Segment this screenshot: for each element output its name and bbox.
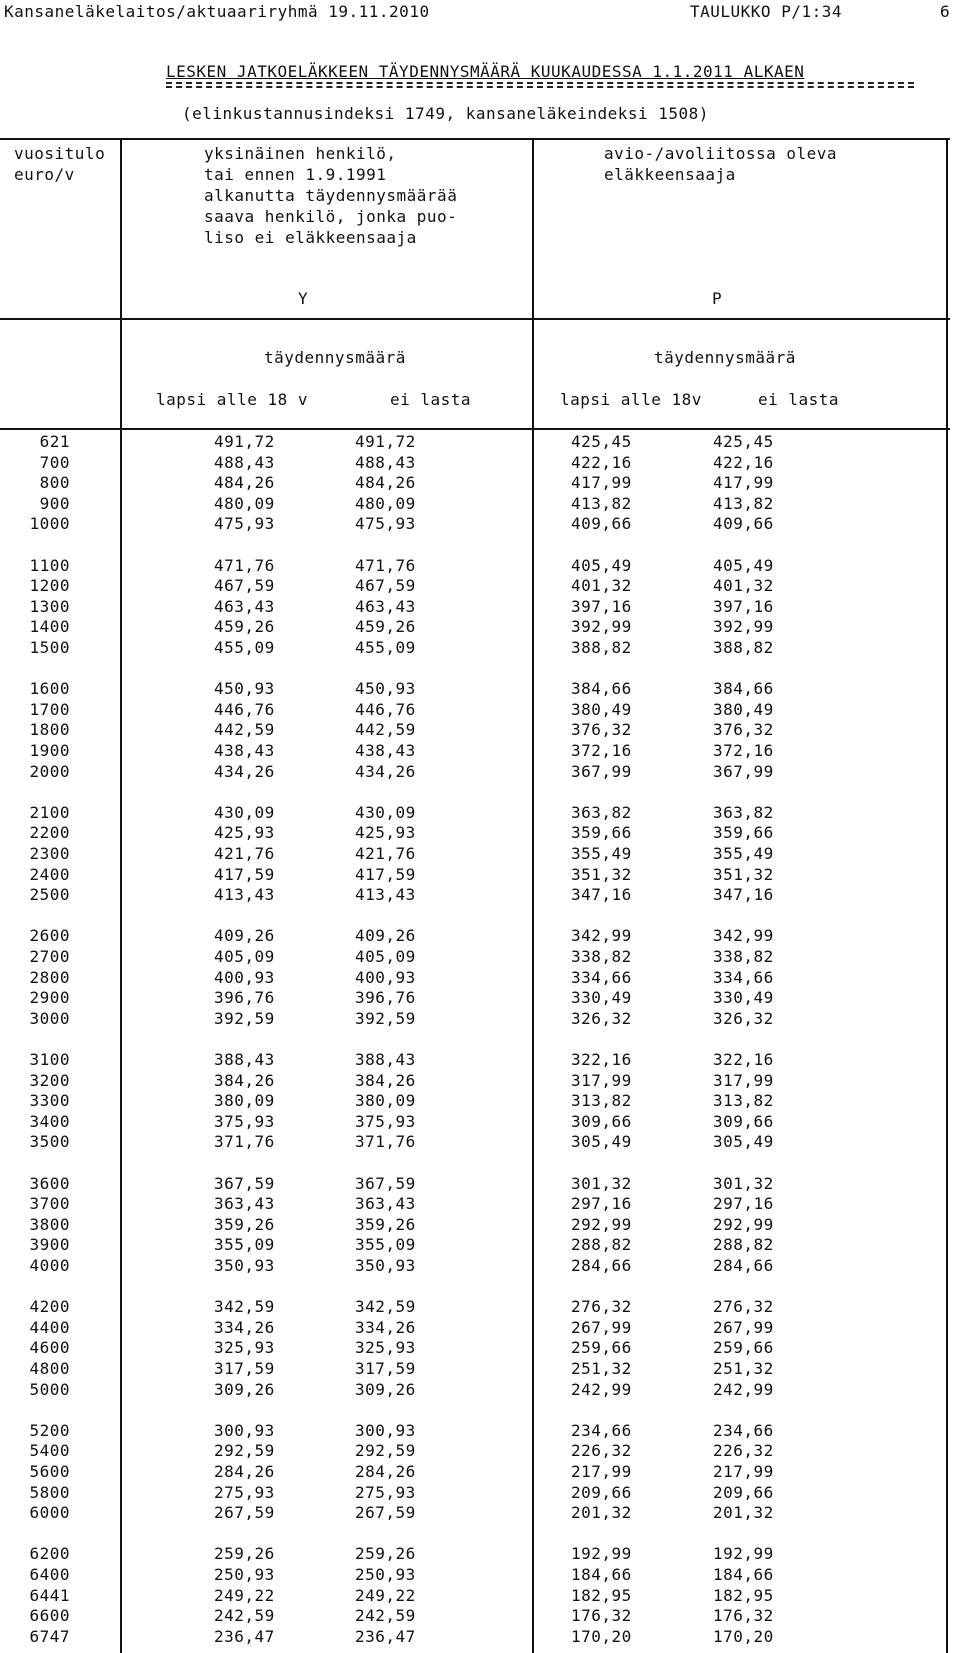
married-child-cell: 409,66 — [571, 514, 632, 534]
married-nochild-cell: 359,66 — [713, 823, 774, 843]
single-child-cell: 409,26 — [214, 926, 275, 946]
married-nochild-cell: 284,66 — [713, 1256, 774, 1275]
married-nochild-cell: 313,82 — [713, 1091, 774, 1111]
single-child-cell: 434,26 — [214, 761, 275, 781]
single-child-cell: 396,76 — [214, 988, 275, 1008]
married-header-line: eläkkeensaaja — [604, 165, 736, 184]
single-child-cell: 475,93 — [214, 514, 275, 534]
single-child-cell: 459,26 — [214, 617, 275, 637]
single-nochild-cell: 413,43 — [355, 885, 416, 905]
single-nochild-cell: 488,43 — [355, 452, 416, 472]
income-cell: 2300 — [29, 844, 70, 863]
married-nochild-cell: 326,32 — [713, 1008, 774, 1028]
single-child-cell: 442,59 — [214, 720, 275, 740]
married-child-cell: 355,49 — [571, 844, 632, 863]
married-code: P — [712, 289, 723, 308]
married-child-cell: 388,82 — [571, 638, 632, 657]
income-cell: 3600 — [29, 1173, 70, 1193]
married-child-cell: 226,32 — [571, 1441, 632, 1461]
married-nochild-cell: 184,66 — [713, 1565, 774, 1584]
single-nochild-cell: 484,26 — [355, 473, 416, 493]
single-child-cell: 267,59 — [214, 1503, 275, 1523]
married-child-cell: 284,66 — [571, 1256, 632, 1275]
married-child-cell: 417,99 — [571, 473, 632, 493]
single-nochild-cell: 417,59 — [355, 864, 416, 884]
table-top-rule — [0, 138, 950, 140]
income-cell: 5800 — [29, 1482, 70, 1502]
income-cell: 6400 — [29, 1565, 70, 1584]
single-nochild-cell: 267,59 — [355, 1503, 416, 1523]
income-cell: 4400 — [29, 1317, 70, 1337]
single-child-cell: 350,93 — [214, 1256, 275, 1275]
married-nochild-cell: 367,99 — [713, 761, 774, 781]
married-nochild-cell: 234,66 — [713, 1420, 774, 1440]
single-header-line: saava henkilö, jonka puo- — [204, 207, 458, 226]
single-child-cell: 463,43 — [214, 596, 275, 616]
income-cell: 3300 — [29, 1091, 70, 1111]
single-child-header: lapsi alle 18 v — [156, 390, 308, 409]
column-divider-3 — [946, 138, 948, 1653]
single-child-cell: 309,26 — [214, 1379, 275, 1399]
income-cell: 6200 — [29, 1544, 70, 1564]
single-child-cell: 430,09 — [214, 802, 275, 822]
single-nochild-cell: 463,43 — [355, 596, 416, 616]
married-child-cell: 397,16 — [571, 596, 632, 616]
single-child-cell: 359,26 — [214, 1214, 275, 1234]
married-child-cell: 372,16 — [571, 741, 632, 760]
single-child-cell: 413,43 — [214, 885, 275, 905]
married-nochild-cell: 388,82 — [713, 638, 774, 657]
income-cell: 3200 — [29, 1070, 70, 1090]
single-child-cell: 455,09 — [214, 638, 275, 657]
single-child-cell: 484,26 — [214, 473, 275, 493]
married-child-cell: 363,82 — [571, 802, 632, 822]
single-child-cell: 250,93 — [214, 1565, 275, 1584]
married-nochild-cell: 305,49 — [713, 1132, 774, 1152]
single-child-cell: 363,43 — [214, 1194, 275, 1214]
single-child-cell: 488,43 — [214, 452, 275, 472]
married-nochild-cell: 297,16 — [713, 1194, 774, 1214]
married-nochild-cell: 182,95 — [713, 1585, 774, 1605]
column-divider-2 — [532, 138, 534, 1653]
single-nochild-header: ei lasta — [390, 390, 472, 409]
income-cell: 1800 — [29, 720, 70, 740]
married-child-cell: 305,49 — [571, 1132, 632, 1152]
single-child-cell: 471,76 — [214, 555, 275, 575]
single-child-cell: 300,93 — [214, 1420, 275, 1440]
married-child-cell: 201,32 — [571, 1503, 632, 1523]
single-nochild-cell: 236,47 — [355, 1626, 416, 1646]
single-nochild-cell: 434,26 — [355, 761, 416, 781]
married-child-header: lapsi alle 18v — [560, 390, 702, 409]
married-child-cell: 338,82 — [571, 947, 632, 966]
married-child-cell: 376,32 — [571, 720, 632, 740]
single-nochild-cell: 317,59 — [355, 1359, 416, 1378]
married-child-cell: 322,16 — [571, 1050, 632, 1069]
married-child-cell: 192,99 — [571, 1544, 632, 1564]
married-nochild-cell: 201,32 — [713, 1503, 774, 1523]
income-cell: 3500 — [29, 1132, 70, 1152]
single-child-cell: 491,72 — [214, 432, 275, 451]
married-child-cell: 392,99 — [571, 617, 632, 637]
single-nochild-cell: 300,93 — [355, 1420, 416, 1440]
income-cell: 900 — [39, 493, 70, 513]
single-child-cell: 392,59 — [214, 1008, 275, 1028]
single-nochild-cell: 342,59 — [355, 1297, 416, 1317]
married-child-cell: 176,32 — [571, 1606, 632, 1626]
single-child-cell: 259,26 — [214, 1544, 275, 1564]
page-title: LESKEN JATKOELÄKKEEN TÄYDENNYSMÄÄRÄ KUUKAUDESSA 1.1.2011 ALKAEN — [166, 62, 805, 81]
single-nochild-cell: 249,22 — [355, 1585, 416, 1605]
married-child-cell: 317,99 — [571, 1070, 632, 1090]
single-nochild-cell: 355,09 — [355, 1235, 416, 1255]
single-nochild-cell: 292,59 — [355, 1441, 416, 1461]
single-nochild-cell: 388,43 — [355, 1050, 416, 1069]
income-cell: 4800 — [29, 1359, 70, 1378]
married-child-cell: 384,66 — [571, 679, 632, 699]
single-nochild-cell: 392,59 — [355, 1008, 416, 1028]
married-nochild-cell: 217,99 — [713, 1462, 774, 1481]
married-nochild-cell: 338,82 — [713, 947, 774, 966]
single-nochild-cell: 446,76 — [355, 699, 416, 719]
income-cell: 1400 — [29, 617, 70, 637]
married-nochild-cell: 342,99 — [713, 926, 774, 946]
income-cell: 1100 — [29, 555, 70, 575]
married-nochild-cell: 397,16 — [713, 596, 774, 616]
married-child-cell: 367,99 — [571, 761, 632, 781]
income-cell: 2700 — [29, 947, 70, 966]
single-nochild-cell: 425,93 — [355, 823, 416, 843]
single-child-cell: 371,76 — [214, 1132, 275, 1152]
married-child-cell: 184,66 — [571, 1565, 632, 1584]
single-child-cell: 425,93 — [214, 823, 275, 843]
married-nochild-cell: 347,16 — [713, 885, 774, 905]
married-nochild-cell: 192,99 — [713, 1544, 774, 1564]
income-cell: 6441 — [29, 1585, 70, 1605]
title-underline — [166, 82, 914, 84]
income-cell: 3400 — [29, 1111, 70, 1131]
single-child-cell: 325,93 — [214, 1338, 275, 1358]
married-nochild-cell: 226,32 — [713, 1441, 774, 1461]
single-header-line: tai ennen 1.9.1991 — [204, 165, 387, 184]
married-nochild-cell: 384,66 — [713, 679, 774, 699]
income-cell: 5000 — [29, 1379, 70, 1399]
married-child-cell: 347,16 — [571, 885, 632, 905]
single-child-cell: 405,09 — [214, 947, 275, 966]
income-header-line1: vuositulo — [14, 144, 106, 163]
married-nochild-cell: 422,16 — [713, 452, 774, 472]
single-child-cell: 467,59 — [214, 576, 275, 596]
married-child-cell: 330,49 — [571, 988, 632, 1008]
married-nochild-cell: 170,20 — [713, 1626, 774, 1646]
single-nochild-cell: 259,26 — [355, 1544, 416, 1564]
married-child-cell: 326,32 — [571, 1008, 632, 1028]
married-nochild-cell: 176,32 — [713, 1606, 774, 1626]
single-nochild-cell: 242,59 — [355, 1606, 416, 1626]
single-nochild-cell: 380,09 — [355, 1091, 416, 1111]
single-child-cell: 292,59 — [214, 1441, 275, 1461]
married-child-cell: 234,66 — [571, 1420, 632, 1440]
single-child-cell: 417,59 — [214, 864, 275, 884]
income-cell: 700 — [39, 452, 70, 472]
income-cell: 621 — [39, 432, 70, 451]
single-header-line: yksinäinen henkilö, — [204, 144, 397, 163]
income-cell: 5200 — [29, 1420, 70, 1440]
married-nochild-cell: 242,99 — [713, 1379, 774, 1399]
single-child-cell: 480,09 — [214, 493, 275, 513]
single-child-cell: 446,76 — [214, 699, 275, 719]
income-cell: 1700 — [29, 699, 70, 719]
married-child-cell: 425,45 — [571, 432, 632, 451]
married-child-cell: 267,99 — [571, 1317, 632, 1337]
married-nochild-cell: 355,49 — [713, 844, 774, 863]
income-cell: 2200 — [29, 823, 70, 843]
married-child-cell: 182,95 — [571, 1585, 632, 1605]
single-nochild-cell: 363,43 — [355, 1194, 416, 1214]
single-child-cell: 384,26 — [214, 1070, 275, 1090]
married-header-line: avio-/avoliitossa oleva — [604, 144, 838, 163]
single-nochild-cell: 491,72 — [355, 432, 416, 451]
single-nochild-cell: 421,76 — [355, 844, 416, 863]
single-nochild-cell: 250,93 — [355, 1565, 416, 1584]
income-cell: 3700 — [29, 1194, 70, 1214]
single-child-cell: 275,93 — [214, 1482, 275, 1502]
married-nochild-cell: 417,99 — [713, 473, 774, 493]
income-cell: 1500 — [29, 638, 70, 657]
single-code: Y — [298, 289, 309, 308]
married-child-cell: 359,66 — [571, 823, 632, 843]
married-nochild-cell: 322,16 — [713, 1050, 774, 1069]
married-nochild-cell: 209,66 — [713, 1482, 774, 1502]
single-nochild-cell: 480,09 — [355, 493, 416, 513]
income-cell: 2800 — [29, 967, 70, 987]
income-cell: 1600 — [29, 679, 70, 699]
married-child-cell: 297,16 — [571, 1194, 632, 1214]
income-cell: 6000 — [29, 1503, 70, 1523]
married-child-cell: 242,99 — [571, 1379, 632, 1399]
header-left: Kansaneläkelaitos/aktuaariryhmä 19.11.2010 — [4, 2, 430, 21]
income-cell: 2400 — [29, 864, 70, 884]
single-child-cell: 388,43 — [214, 1050, 275, 1069]
single-nochild-cell: 409,26 — [355, 926, 416, 946]
married-child-cell: 251,32 — [571, 1359, 632, 1378]
single-child-cell: 249,22 — [214, 1585, 275, 1605]
married-nochild-cell: 259,66 — [713, 1338, 774, 1358]
married-child-cell: 309,66 — [571, 1111, 632, 1131]
header-rule-1 — [0, 318, 950, 320]
married-child-cell: 313,82 — [571, 1091, 632, 1111]
married-child-cell: 209,66 — [571, 1482, 632, 1502]
married-child-cell: 380,49 — [571, 699, 632, 719]
single-nochild-cell: 450,93 — [355, 679, 416, 699]
single-nochild-cell: 400,93 — [355, 967, 416, 987]
single-subheader: täydennysmäärä — [264, 348, 406, 367]
income-cell: 4200 — [29, 1297, 70, 1317]
income-cell: 1900 — [29, 741, 70, 760]
single-child-cell: 421,76 — [214, 844, 275, 863]
single-nochild-cell: 375,93 — [355, 1111, 416, 1131]
married-nochild-cell: 413,82 — [713, 493, 774, 513]
single-nochild-cell: 430,09 — [355, 802, 416, 822]
single-child-cell: 375,93 — [214, 1111, 275, 1131]
single-child-cell: 342,59 — [214, 1297, 275, 1317]
single-child-cell: 242,59 — [214, 1606, 275, 1626]
married-nochild-cell: 251,32 — [713, 1359, 774, 1378]
married-nochild-cell: 409,66 — [713, 514, 774, 534]
income-cell: 2000 — [29, 761, 70, 781]
single-nochild-cell: 467,59 — [355, 576, 416, 596]
single-child-cell: 450,93 — [214, 679, 275, 699]
married-nochild-cell: 292,99 — [713, 1214, 774, 1234]
married-nochild-cell: 425,45 — [713, 432, 774, 451]
single-child-cell: 236,47 — [214, 1626, 275, 1646]
column-divider-1 — [120, 138, 122, 1653]
single-nochild-cell: 325,93 — [355, 1338, 416, 1358]
married-nochild-cell: 330,49 — [713, 988, 774, 1008]
married-child-cell: 288,82 — [571, 1235, 632, 1255]
married-child-cell: 259,66 — [571, 1338, 632, 1358]
married-nochild-cell: 317,99 — [713, 1070, 774, 1090]
married-child-cell: 292,99 — [571, 1214, 632, 1234]
income-cell: 2900 — [29, 988, 70, 1008]
single-nochild-cell: 459,26 — [355, 617, 416, 637]
income-cell: 5600 — [29, 1462, 70, 1481]
single-child-cell: 317,59 — [214, 1359, 275, 1378]
income-cell: 6600 — [29, 1606, 70, 1626]
income-cell: 1200 — [29, 576, 70, 596]
single-child-cell: 400,93 — [214, 967, 275, 987]
married-nochild-header: ei lasta — [758, 390, 840, 409]
married-child-cell: 170,20 — [571, 1626, 632, 1646]
income-cell: 3100 — [29, 1050, 70, 1069]
header-table-id: TAULUKKO P/1:34 — [690, 2, 842, 21]
single-nochild-cell: 455,09 — [355, 638, 416, 657]
married-nochild-cell: 401,32 — [713, 576, 774, 596]
single-child-cell: 284,26 — [214, 1462, 275, 1481]
married-nochild-cell: 392,99 — [713, 617, 774, 637]
single-header-line: alkanutta täydennysmäärää — [204, 186, 458, 205]
single-nochild-cell: 442,59 — [355, 720, 416, 740]
married-nochild-cell: 301,32 — [713, 1173, 774, 1193]
single-nochild-cell: 384,26 — [355, 1070, 416, 1090]
married-child-cell: 413,82 — [571, 493, 632, 513]
single-child-cell: 355,09 — [214, 1235, 275, 1255]
married-nochild-cell: 405,49 — [713, 555, 774, 575]
married-child-cell: 276,32 — [571, 1297, 632, 1317]
single-child-cell: 380,09 — [214, 1091, 275, 1111]
single-child-cell: 334,26 — [214, 1317, 275, 1337]
married-nochild-cell: 334,66 — [713, 967, 774, 987]
single-nochild-cell: 367,59 — [355, 1173, 416, 1193]
single-nochild-cell: 275,93 — [355, 1482, 416, 1502]
single-nochild-cell: 475,93 — [355, 514, 416, 534]
married-child-cell: 405,49 — [571, 555, 632, 575]
married-nochild-cell: 372,16 — [713, 741, 774, 760]
header-rule-2 — [0, 428, 950, 430]
income-cell: 1000 — [29, 514, 70, 534]
married-child-cell: 422,16 — [571, 452, 632, 472]
married-child-cell: 301,32 — [571, 1173, 632, 1193]
married-child-cell: 351,32 — [571, 864, 632, 884]
single-header-line: liso ei eläkkeensaaja — [204, 228, 417, 247]
married-subheader: täydennysmäärä — [654, 348, 796, 367]
married-child-cell: 334,66 — [571, 967, 632, 987]
single-child-cell: 438,43 — [214, 741, 275, 760]
married-nochild-cell: 288,82 — [713, 1235, 774, 1255]
page-number: 6 — [940, 2, 951, 21]
married-nochild-cell: 380,49 — [713, 699, 774, 719]
single-nochild-cell: 359,26 — [355, 1214, 416, 1234]
income-cell: 5400 — [29, 1441, 70, 1461]
single-nochild-cell: 396,76 — [355, 988, 416, 1008]
married-child-cell: 217,99 — [571, 1462, 632, 1481]
title-underline-2 — [166, 86, 914, 88]
income-cell: 3000 — [29, 1008, 70, 1028]
married-nochild-cell: 276,32 — [713, 1297, 774, 1317]
single-nochild-cell: 284,26 — [355, 1462, 416, 1481]
income-cell: 2100 — [29, 802, 70, 822]
income-cell: 800 — [39, 473, 70, 493]
income-cell: 1300 — [29, 596, 70, 616]
income-cell: 6747 — [29, 1626, 70, 1646]
income-cell: 4000 — [29, 1256, 70, 1275]
income-header-line2: euro/v — [14, 165, 75, 184]
married-child-cell: 342,99 — [571, 926, 632, 946]
married-nochild-cell: 363,82 — [713, 802, 774, 822]
single-nochild-cell: 334,26 — [355, 1317, 416, 1337]
single-nochild-cell: 405,09 — [355, 947, 416, 966]
married-nochild-cell: 376,32 — [713, 720, 774, 740]
single-child-cell: 367,59 — [214, 1173, 275, 1193]
married-nochild-cell: 309,66 — [713, 1111, 774, 1131]
married-nochild-cell: 267,99 — [713, 1317, 774, 1337]
income-cell: 3800 — [29, 1214, 70, 1234]
single-nochild-cell: 309,26 — [355, 1379, 416, 1399]
income-cell: 3900 — [29, 1235, 70, 1255]
married-child-cell: 401,32 — [571, 576, 632, 596]
income-cell: 2500 — [29, 885, 70, 905]
income-cell: 4600 — [29, 1338, 70, 1358]
married-nochild-cell: 351,32 — [713, 864, 774, 884]
single-nochild-cell: 471,76 — [355, 555, 416, 575]
single-nochild-cell: 350,93 — [355, 1256, 416, 1275]
single-nochild-cell: 438,43 — [355, 741, 416, 760]
single-nochild-cell: 371,76 — [355, 1132, 416, 1152]
page-subtitle: (elinkustannusindeksi 1749, kansaneläkeindeksi 1508) — [182, 104, 709, 123]
income-cell: 2600 — [29, 926, 70, 946]
